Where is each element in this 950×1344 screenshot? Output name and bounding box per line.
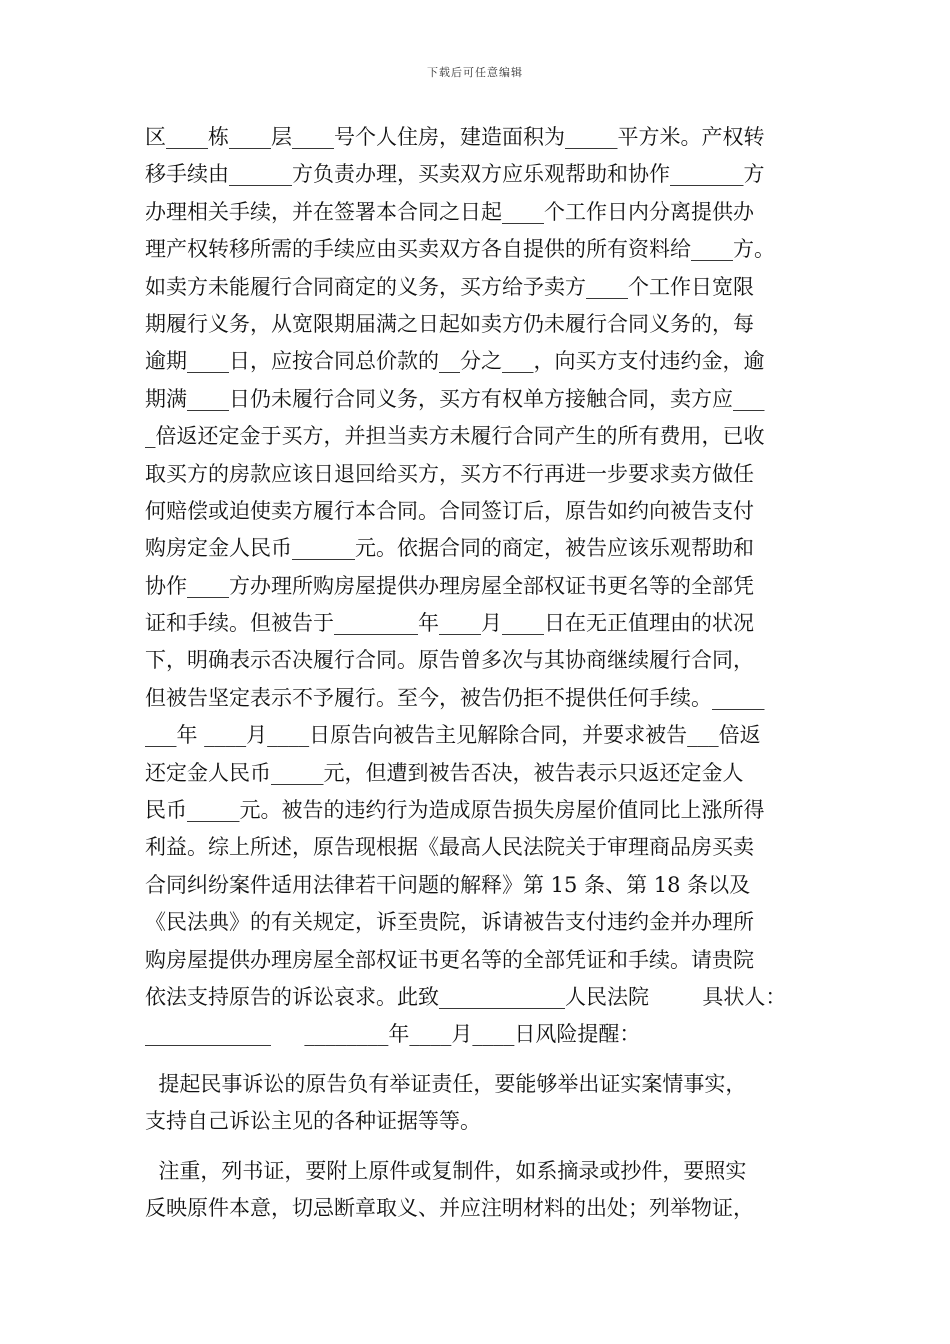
page-header-note: 下载后可任意编辑 (427, 66, 523, 79)
body-line: 理产权转移所需的手续应由买卖双方各自提供的所有资料给____方。 (145, 237, 775, 262)
body-line: 《民法典》的有关规定，诉至贵院，诉请被告支付违约金并办理所 (145, 910, 754, 935)
body-line: 但被告坚定表示不予履行。至今，被告仍拒不提供任何手续。_____ (145, 685, 765, 710)
body-line: 移手续由______方负责办理，买卖双方应乐观帮助和协作_______方 (145, 162, 765, 187)
body-line: 逾期____日，应按合同总价款的__分之___，向买方支付违约金，逾 (145, 349, 765, 374)
body-line: 取买方的房款应该日退回给买方，买方不行再进一步要求卖方做任 (145, 461, 754, 486)
body-line: 期满____日仍未履行合同义务，买方有权单方接触合同，卖方应___ (145, 386, 765, 411)
body-line: ___年 ____月____日原告向被告主见解除合同，并要求被告___倍返 (145, 723, 761, 748)
tip-line: 提起民事诉讼的原告负有举证责任，要能够举出证实案情事实， (145, 1071, 747, 1096)
paragraph-gap (145, 1141, 817, 1153)
body-line: 合同纠纷案件适用法律若干问题的解释》第 15 条、第 18 条以及 (145, 872, 751, 897)
risk-tip-paragraph (145, 1153, 817, 1228)
body-line: _倍返还定金于买方，并担当卖方未履行合同产生的所有费用，已收 (145, 424, 765, 449)
paragraph-gap (145, 1054, 817, 1066)
body-line: 还定金人民币_____元，但遭到被告否决，被告表示只返还定金人 (145, 760, 744, 785)
body-line: 区____栋____层____号个人住房，建造面积为_____平方米。产权转 (145, 125, 765, 149)
document-body (145, 119, 817, 1227)
body-line: ____________ ________年____月____日风险提醒： (145, 1022, 641, 1047)
body-line: 办理相关手续，并在签署本合同之日起____个工作日内分离提供办 (145, 199, 754, 224)
body-line: 期履行义务，从宽限期届满之日起如卖方仍未履行合同义务的，每 (145, 311, 754, 336)
risk-tip-paragraph (145, 1066, 817, 1141)
tip-line: 反映原件本意，切忌断章取义、并应注明材料的出处；列举物证， (145, 1195, 754, 1220)
body-line: 民币_____元。被告的违约行为造成原告损失房屋价值同比上涨所得 (145, 798, 765, 823)
body-line: 证和手续。但被告于________年____月____日在无正值理由的状况 (145, 611, 754, 636)
body-line: 如卖方未能履行合同商定的义务，买方给予卖方____个工作日宽限 (145, 274, 754, 299)
body-line: 协作____方办理所购房屋提供办理房屋全部权证书更名等的全部凭 (145, 573, 754, 598)
tip-line: 支持自己诉讼主见的各种证据等等。 (145, 1109, 481, 1134)
body-line: 利益。综上所述，原告现根据《最高人民法院关于审理商品房买卖 (145, 835, 754, 860)
body-line: 下，明确表示否决履行合同。原告曾多次与其协商继续履行合同， (145, 648, 754, 673)
body-line: 何赔偿或迫使卖方履行本合同。合同签订后，原告如约向被告支付 (145, 498, 754, 523)
body-line: 购房定金人民币______元。依据合同的商定，被告应该乐观帮助和 (145, 536, 754, 561)
body-line: 购房屋提供办理房屋全部权证书更名等的全部凭证和手续。请贵院 (145, 947, 754, 972)
tip-line: 注重，列书证，要附上原件或复制件，如系摘录或抄件，要照实 (145, 1158, 747, 1183)
body-line: 依法支持原告的诉讼哀求。此致____________人民法院 具状人： (145, 984, 787, 1009)
